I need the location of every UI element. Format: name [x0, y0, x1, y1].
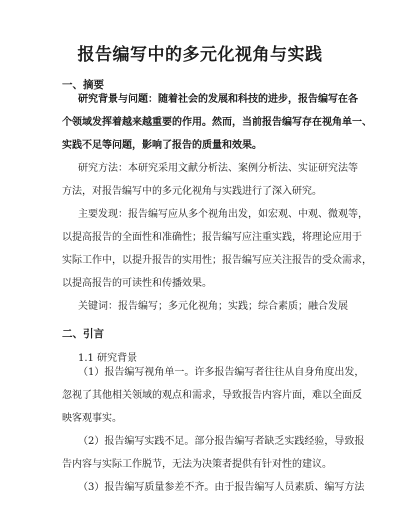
abstract-keywords — [62, 295, 352, 318]
intro-item-1-paragraph — [62, 361, 365, 430]
subsection-heading-background: 1.1 研究背景 — [78, 353, 138, 364]
document-title: 报告编写中的多元化视角与实践 — [77, 45, 323, 65]
text-line: 忽视了其他相关领域的观点和需求，导致报告内容片面，难以全面反 — [62, 390, 362, 401]
text-line: 方法，对报告编写中的多元化视角与实践进行了深入研究。 — [62, 186, 322, 197]
text-line: （1）报告编写视角单一。许多报告编写者往往从自身角度出发， — [78, 367, 365, 378]
text-line: （3）报告编写质量参差不齐。由于报告编写人员素质、编写方法 — [78, 482, 365, 493]
text-line: 实践不足等问题，影响了报告的质量和效果。 — [62, 140, 262, 151]
text-line: 主要发现：报告编写应从多个视角出发，如宏观、中观、微观等， — [78, 209, 368, 220]
abstract-methods-paragraph — [62, 157, 358, 203]
text-line: 以提高报告的全面性和准确性；报告编写应注重实践，将理论应用于 — [62, 232, 362, 243]
abstract-background-paragraph — [62, 88, 372, 157]
text-line: 个领域发挥着越来越重要的作用。然而，当前报告编写存在视角单一、 — [62, 117, 372, 128]
intro-item-2-paragraph — [62, 430, 365, 476]
text-line: 研究方法：本研究采用文献分析法、案例分析法、实证研究法等 — [78, 163, 358, 174]
abstract-findings-paragraph — [62, 203, 372, 295]
text-line: 映客观事实。 — [62, 413, 122, 424]
text-line: 实际工作中，以提升报告的实用性；报告编写应关注报告的受众需求， — [62, 255, 372, 266]
intro-item-3-paragraph — [62, 476, 365, 499]
section-heading-intro: 二、引言 — [62, 328, 104, 340]
keywords-line: 关键词：报告编写；多元化视角；实践；综合素质；融合发展 — [78, 301, 348, 312]
section-heading-abstract: 一、摘要 — [62, 79, 104, 91]
text-line: （2）报告编写实践不足。部分报告编写者缺乏实践经验，导致报 — [78, 436, 365, 447]
text-line: 告内容与实际工作脱节，无法为决策者提供有针对性的建议。 — [62, 459, 332, 470]
text-line: 以提高报告的可读性和传播效果。 — [62, 278, 212, 289]
text-line: 研究背景与问题：随着社会的发展和科技的进步，报告编写在各 — [78, 94, 358, 105]
